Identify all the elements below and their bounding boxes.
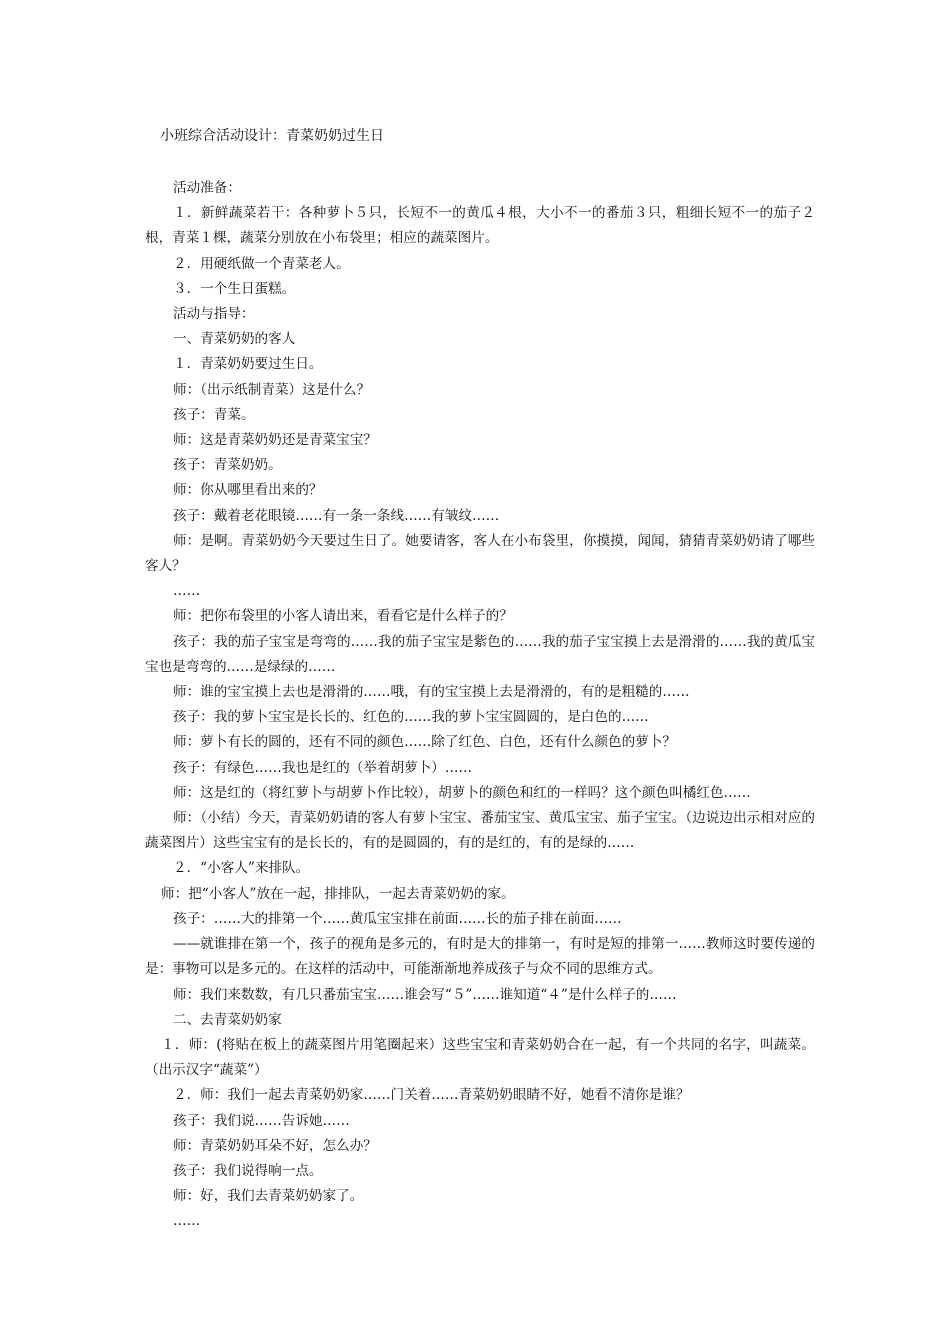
paragraph: 师：萝卜有长的圆的，还有不同的颜色……除了红色、白色，还有什么颜色的萝卜？ bbox=[173, 734, 676, 751]
paragraph: 孩子：……大的排第一个……黄瓜宝宝排在前面……长的茄子排在前面…… bbox=[173, 910, 622, 927]
paragraph: 师：我们来数数，有几只番茄宝宝……谁会写“５”……谁知道“４”是什么样子的…… bbox=[173, 986, 677, 1003]
paragraph: ——就谁排在第一个，孩子的视角是多元的，有时是大的排第一，有时是短的排第一……教师这时要传递的是：事物可以是多元的。在这样的活动中，可能渐渐地养成孩子与众不同的思维方式。 bbox=[145, 936, 815, 978]
document-title: 小班综合活动设计：青菜奶奶过生日 bbox=[160, 128, 384, 144]
paragraph: ２．“小客人”来排队。 bbox=[173, 860, 310, 877]
paragraph: 师：这是青菜奶奶还是青菜宝宝？ bbox=[173, 432, 377, 449]
document-body bbox=[145, 176, 815, 1235]
paragraph: 师：（小结）今天，青菜奶奶请的客人有萝卜宝宝、番茄宝宝、黄瓜宝宝、茄子宝宝。（边说边出示相对应的蔬菜图片）这些宝宝有的是长长的，有的是圆圆的，有的是红的，有的是绿的…… bbox=[145, 810, 815, 852]
paragraph: １．师：(将贴在板上的蔬菜图片用笔圈起来）这些宝宝和青菜奶奶合在一起，有一个共同的名字，叫蔬菜。（出示汉字“蔬菜”） bbox=[145, 1036, 815, 1079]
paragraph: 活动准备： bbox=[173, 180, 241, 196]
paragraph: ２．师：我们一起去青菜奶奶家……门关着……青菜奶奶眼睛不好，她看不清你是谁？ bbox=[173, 1087, 690, 1104]
paragraph: 孩子：青菜。 bbox=[173, 406, 255, 423]
paragraph: 师：青菜奶奶耳朵不好，怎么办？ bbox=[173, 1137, 377, 1154]
paragraph: ３．一个生日蛋糕。 bbox=[173, 280, 296, 297]
paragraph: 师：把你布袋里的小客人请出来，看看它是什么样子的？ bbox=[173, 608, 513, 625]
paragraph: 师：好，我们去青菜奶奶家了。 bbox=[173, 1188, 364, 1205]
paragraph: 师：把“小客人”放在一起，排排队，一起去青菜奶奶的家。 bbox=[161, 885, 515, 902]
paragraph: 师：是啊。青菜奶奶今天要过生日了。她要请客，客人在小布袋里，你摸摸，闻闻，猜猜青菜奶奶请了哪些客人？ bbox=[145, 532, 815, 575]
paragraph: 孩子：有绿色……我也是红的（举着胡萝卜）…… bbox=[173, 759, 473, 776]
paragraph: 师：（出示纸制青菜）这是什么？ bbox=[173, 381, 371, 398]
paragraph: 孩子：青菜奶奶。 bbox=[173, 457, 282, 474]
paragraph: 师：你从哪里看出来的？ bbox=[173, 482, 323, 499]
paragraph: …… bbox=[173, 1213, 201, 1230]
paragraph: １．青菜奶奶要过生日。 bbox=[173, 356, 323, 373]
paragraph: 孩子：我的茄子宝宝是弯弯的……我的茄子宝宝是紫色的……我的茄子宝宝摸上去是滑滑的……我的黄瓜宝宝也是弯弯的……是绿绿的…… bbox=[145, 633, 815, 675]
paragraph: 一、青菜奶奶的客人 bbox=[173, 331, 296, 348]
paragraph: 师：谁的宝宝摸上去也是滑滑的……哦，有的宝宝摸上去是滑滑的，有的是粗糙的…… bbox=[173, 684, 690, 701]
paragraph: …… bbox=[173, 583, 201, 600]
paragraph: 二、去青菜奶奶家 bbox=[173, 1011, 282, 1028]
paragraph: ２．用硬纸做一个青菜老人。 bbox=[173, 255, 350, 272]
paragraph: 孩子：我们说……告诉她…… bbox=[173, 1112, 350, 1129]
paragraph: １．新鲜蔬菜若干：各种萝卜５只，长短不一的黄瓜４根，大小不一的番茄３只，粗细长短不一的茄子２根，青菜１棵，蔬菜分别放在小布袋里；相应的蔬菜图片。 bbox=[145, 205, 815, 247]
paragraph: 活动与指导： bbox=[173, 306, 255, 323]
paragraph: 孩子：我的萝卜宝宝是长长的、红色的……我的萝卜宝宝圆圆的，是白色的…… bbox=[173, 709, 649, 726]
paragraph: 孩子：我们说得响一点。 bbox=[173, 1162, 323, 1179]
paragraph: 师：这是红的（将红萝卜与胡萝卜作比较），胡萝卜的颜色和红的一样吗？这个颜色叫橘红色…… bbox=[173, 784, 751, 801]
paragraph: 孩子：戴着老花眼镜……有一条一条线……有皱纹…… bbox=[173, 507, 500, 524]
